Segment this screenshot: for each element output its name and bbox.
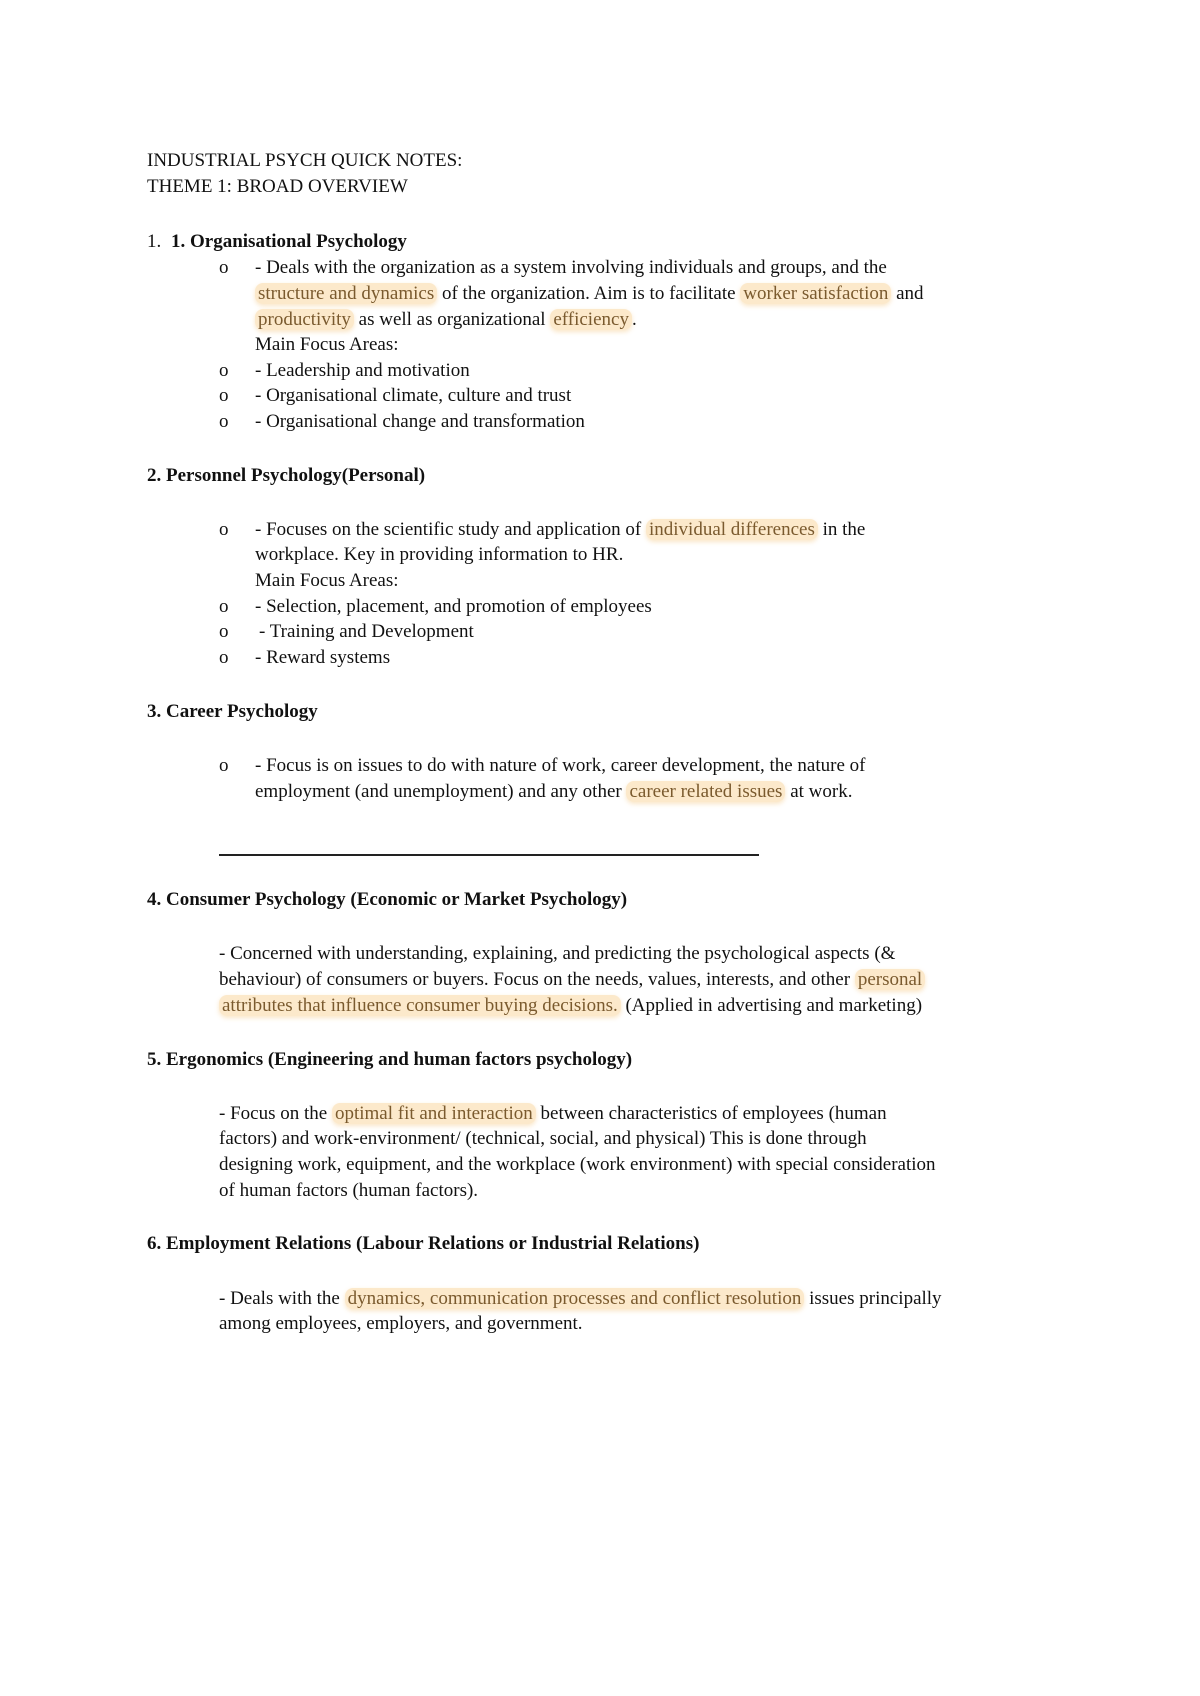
section-1-heading: 1. Organisational Psychology: [171, 231, 407, 252]
section-6-desc-line: among employees, employers, and government.: [219, 1313, 583, 1334]
section-6-desc-line: - Deals with the dynamics, communication processes and conflict resolution issues principally: [219, 1288, 942, 1309]
document-title: INDUSTRIAL PSYCH QUICK NOTES:: [147, 150, 463, 171]
highlight: worker satisfaction: [740, 283, 891, 304]
list-item: - Reward systems: [255, 647, 391, 668]
highlight: personal: [855, 969, 925, 990]
horizontal-divider: [219, 854, 759, 856]
bullet-marker: o: [219, 755, 229, 776]
section-1-desc-line: structure and dynamics of the organization. Aim is to facilitate worker satisfaction and: [255, 282, 924, 306]
focus-areas-label: Main Focus Areas:: [255, 334, 399, 355]
section-2-desc-line: workplace. Key in providing information to HR.: [255, 544, 624, 565]
highlight: individual differences: [646, 519, 818, 540]
list-item: - Training and Development: [259, 621, 474, 642]
section-2-heading: 2. Personnel Psychology(Personal): [147, 465, 426, 486]
section-3-desc-line: - Focus is on issues to do with nature of work, career development, the nature of: [255, 755, 866, 776]
highlight: efficiency: [550, 309, 632, 330]
section-3-desc-line: employment (and unemployment) and any other career related issues at work.: [255, 781, 853, 802]
section-4-desc-line: attributes that influence consumer buying decisions. (Applied in advertising and marketing): [219, 994, 922, 1018]
section-5-heading: 5. Ergonomics (Engineering and human factors psychology): [147, 1049, 633, 1070]
list-item: - Organisational climate, culture and trust: [255, 385, 572, 406]
bullet-marker: o: [219, 411, 229, 432]
bullet-marker: o: [219, 647, 229, 668]
highlight: optimal fit and interaction: [332, 1103, 536, 1124]
section-6-heading: 6. Employment Relations (Labour Relations or Industrial Relations): [147, 1233, 700, 1254]
theme-title: THEME 1: BROAD OVERVIEW: [147, 176, 408, 197]
list-item: - Organisational change and transformation: [255, 411, 585, 432]
bullet-marker: o: [219, 596, 229, 617]
list-item: - Selection, placement, and promotion of employees: [255, 596, 652, 617]
section-2-desc-line: - Focuses on the scientific study and application of individual differences in the: [255, 519, 866, 540]
section-5-desc-line: factors) and work-environment/ (technical, social, and physical) This is done through: [219, 1128, 867, 1149]
focus-areas-label: Main Focus Areas:: [255, 570, 399, 591]
highlight: productivity: [255, 309, 354, 330]
highlight: career related issues: [626, 781, 785, 802]
section-3-heading: 3. Career Psychology: [147, 701, 318, 722]
list-item: - Leadership and motivation: [255, 360, 470, 381]
section-1-desc-line: productivity as well as organizational efficiency .: [255, 308, 637, 332]
bullet-marker: o: [219, 385, 229, 406]
highlight: structure and dynamics: [255, 283, 437, 304]
section-1-number: 1.: [147, 231, 162, 252]
section-4-desc-line: - Concerned with understanding, explaining, and predicting the psychological aspects (&: [219, 943, 896, 964]
section-5-desc-line: of human factors (human factors).: [219, 1180, 479, 1201]
highlight: attributes that influence consumer buying decisions.: [219, 995, 621, 1016]
section-4-heading: 4. Consumer Psychology (Economic or Market Psychology): [147, 889, 628, 910]
highlight: dynamics, communication processes and conflict resolution: [345, 1288, 805, 1309]
bullet-marker: o: [219, 621, 229, 642]
section-1-desc-line: - Deals with the organization as a system involving individuals and groups, and the: [255, 257, 887, 278]
bullet-marker: o: [219, 519, 229, 540]
bullet-marker: o: [219, 257, 229, 278]
bullet-marker: o: [219, 360, 229, 381]
section-5-desc-line: - Focus on the optimal fit and interaction between characteristics of employees (human: [219, 1103, 887, 1124]
section-5-desc-line: designing work, equipment, and the workplace (work environment) with special consideration: [219, 1154, 936, 1175]
section-4-desc-line: behaviour) of consumers or buyers. Focus on the needs, values, interests, and other personal: [219, 968, 925, 992]
